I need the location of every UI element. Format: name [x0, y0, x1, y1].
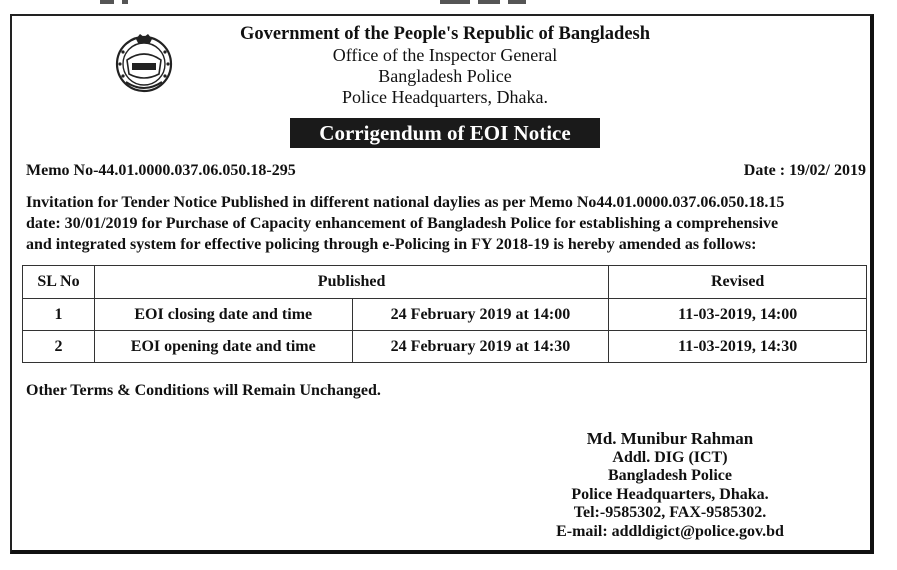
signatory-email: E-mail: addldigict@police.gov.bd	[556, 522, 784, 540]
signatory-designation: Addl. DIG (ICT)	[612, 448, 728, 466]
terms-note: Other Terms & Conditions will Remain Unchanged.	[26, 382, 381, 399]
police-emblem-icon	[112, 30, 176, 94]
letterhead	[180, 24, 710, 108]
notice-title-banner: Corrigendum of EOI Notice	[290, 118, 600, 148]
table-header-row	[23, 266, 867, 299]
signatory-location: Police Headquarters, Dhaka.	[571, 485, 769, 503]
header-published: Published	[94, 266, 608, 299]
memo-number: Memo No-44.01.0000.037.06.050.18-295	[26, 162, 296, 179]
body-line-1: Invitation for Tender Notice Published in different national daylies as per Memo No44.01.0000.037.06.050.18.15	[26, 194, 785, 211]
office-name: Office of the Inspector General	[332, 45, 558, 65]
signature-block	[530, 430, 810, 541]
signatory-phone: Tel:-9585302, FAX-9585302.	[573, 504, 767, 521]
body-line-2: date: 30/01/2019 for Purchase of Capacity enhancement of Bangladesh Police for establishing a comprehensive	[26, 215, 779, 232]
top-cropped-strip	[0, 0, 897, 10]
body-line-3: and integrated system for effective policing through e-Policing in FY 2018-19 is hereby amended as follows:	[26, 236, 757, 253]
row-published: 24 February 2019 at 14:00	[352, 299, 609, 331]
government-title: Government of the People's Republic of Bangladesh	[239, 24, 651, 44]
row-revised: 11-03-2019, 14:00	[609, 299, 867, 331]
signatory-organization: Bangladesh Police	[607, 467, 732, 484]
header-sl-no: SL No	[23, 266, 95, 299]
amendment-table	[22, 265, 867, 363]
header-revised: Revised	[609, 266, 867, 299]
row-published: 24 February 2019 at 14:30	[352, 331, 609, 363]
memo-date: Date : 19/02/ 2019	[743, 162, 866, 179]
cropped-text-marks	[100, 0, 800, 6]
notice-body	[26, 192, 866, 255]
row-sl: 2	[23, 331, 95, 363]
row-sl: 1	[23, 299, 95, 331]
signatory-name: Md. Munibur Rahman	[586, 429, 754, 448]
location-name: Police Headquarters, Dhaka.	[342, 87, 548, 107]
row-item: EOI closing date and time	[94, 299, 352, 331]
row-revised: 11-03-2019, 14:30	[609, 331, 867, 363]
organization-name: Bangladesh Police	[378, 66, 512, 86]
table-row	[23, 299, 867, 331]
row-item: EOI opening date and time	[94, 331, 352, 363]
table-row	[23, 331, 867, 363]
